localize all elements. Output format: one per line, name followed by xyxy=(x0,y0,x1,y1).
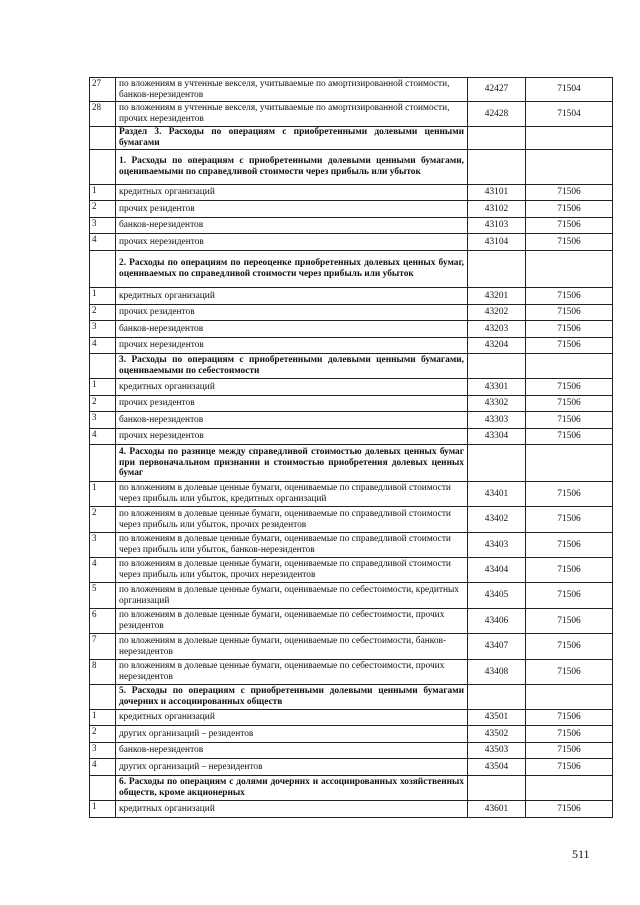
item-name: прочих резидентов xyxy=(116,201,468,218)
row-number: 6 xyxy=(90,609,116,634)
table-row xyxy=(90,558,613,583)
table-row xyxy=(90,634,613,660)
account-code: 43503 xyxy=(468,743,526,759)
row-number xyxy=(90,445,116,482)
table-row xyxy=(90,234,613,251)
symbol-code: 71506 xyxy=(526,482,613,507)
row-number: 2 xyxy=(90,201,116,218)
symbol-code xyxy=(526,776,613,801)
table-row xyxy=(90,321,613,338)
account-code: 43302 xyxy=(468,396,526,412)
accounts-table-body xyxy=(90,78,613,818)
symbol-code xyxy=(526,445,613,482)
item-name: кредитных организаций xyxy=(116,379,468,396)
account-code: 43408 xyxy=(468,660,526,685)
account-code: 43101 xyxy=(468,185,526,201)
row-number: 5 xyxy=(90,583,116,609)
item-name: прочих резидентов xyxy=(116,305,468,321)
row-number: 4 xyxy=(90,759,116,776)
table-row xyxy=(90,533,613,558)
item-name: других организаций – резидентов xyxy=(116,726,468,743)
row-number: 3 xyxy=(90,412,116,429)
section-header-row xyxy=(90,776,613,801)
row-number: 27 xyxy=(90,78,116,102)
row-number: 4 xyxy=(90,429,116,445)
item-name: по вложениям в долевые ценные бумаги, оцениваемые по справедливой стоимости через прибыль или убыток, прочих резидентов xyxy=(116,507,468,533)
table-row xyxy=(90,726,613,743)
row-number xyxy=(90,685,116,710)
item-name: по вложениям в учтенные векселя, учитываемые по амортизированной стоимости, прочих нерезидентов xyxy=(116,102,468,127)
row-number: 1 xyxy=(90,710,116,726)
account-code: 43304 xyxy=(468,429,526,445)
row-number: 4 xyxy=(90,558,116,583)
row-number: 1 xyxy=(90,482,116,507)
item-name: по вложениям в долевые ценные бумаги, оцениваемые по себестоимости, кредитных организаций xyxy=(116,583,468,609)
table-row xyxy=(90,743,613,759)
symbol-code: 71506 xyxy=(526,634,613,660)
page-number: 511 xyxy=(572,847,590,861)
section-header-row xyxy=(90,685,613,710)
table-row xyxy=(90,396,613,412)
symbol-code: 71506 xyxy=(526,660,613,685)
table-row xyxy=(90,412,613,429)
account-code xyxy=(468,445,526,482)
row-number: 7 xyxy=(90,634,116,660)
item-name: 3. Расходы по операциям с приобретенными долевыми ценными бумагами, оцениваемыми по себестоимости xyxy=(116,354,468,379)
table-row xyxy=(90,201,613,218)
account-code: 43204 xyxy=(468,338,526,354)
symbol-code: 71506 xyxy=(526,429,613,445)
symbol-code xyxy=(526,150,613,185)
table-row xyxy=(90,759,613,776)
symbol-code: 71506 xyxy=(526,533,613,558)
row-number: 1 xyxy=(90,801,116,818)
symbol-code: 71506 xyxy=(526,609,613,634)
symbol-code: 71506 xyxy=(526,759,613,776)
symbol-code: 71506 xyxy=(526,321,613,338)
item-name: прочих нерезидентов xyxy=(116,234,468,251)
section-header-row xyxy=(90,251,613,288)
table-row xyxy=(90,288,613,305)
symbol-code: 71504 xyxy=(526,78,613,102)
item-name: по вложениям в долевые ценные бумаги, оцениваемые по себестоимости, прочих резидентов xyxy=(116,609,468,634)
item-name: 6. Расходы по операциям с долями дочерних и ассоциированных хозяйственных обществ, кроме акционерных xyxy=(116,776,468,801)
row-number: 8 xyxy=(90,660,116,685)
row-number: 2 xyxy=(90,507,116,533)
row-number: 2 xyxy=(90,396,116,412)
table-row xyxy=(90,609,613,634)
symbol-code xyxy=(526,354,613,379)
account-code: 43501 xyxy=(468,710,526,726)
symbol-code: 71506 xyxy=(526,201,613,218)
account-code xyxy=(468,150,526,185)
row-number: 3 xyxy=(90,218,116,234)
account-code: 43407 xyxy=(468,634,526,660)
row-number xyxy=(90,150,116,185)
row-number xyxy=(90,127,116,150)
item-name: кредитных организаций xyxy=(116,801,468,818)
item-name: кредитных организаций xyxy=(116,185,468,201)
table-row xyxy=(90,801,613,818)
item-name: кредитных организаций xyxy=(116,710,468,726)
item-name: 2. Расходы по операциям по переоценке приобретенных долевых ценных бумаг, оцениваемых по справедливой стоимости через прибыль или убыток xyxy=(116,251,468,288)
section-header-row xyxy=(90,354,613,379)
item-name: банков-нерезидентов xyxy=(116,321,468,338)
account-code: 43103 xyxy=(468,218,526,234)
row-number: 2 xyxy=(90,726,116,743)
symbol-code: 71506 xyxy=(526,305,613,321)
section-header-row xyxy=(90,445,613,482)
table-row xyxy=(90,185,613,201)
table-row xyxy=(90,305,613,321)
account-code xyxy=(468,776,526,801)
item-name: по вложениям в долевые ценные бумаги, оцениваемые по себестоимости, банков-нерезидентов xyxy=(116,634,468,660)
row-number xyxy=(90,776,116,801)
account-code xyxy=(468,127,526,150)
section-header-row xyxy=(90,127,613,150)
item-name: по вложениям в долевые ценные бумаги, оцениваемые по справедливой стоимости через прибыль или убыток, банков-нерезидентов xyxy=(116,533,468,558)
account-code: 43402 xyxy=(468,507,526,533)
symbol-code xyxy=(526,251,613,288)
accounts-table xyxy=(89,77,613,818)
table-row xyxy=(90,379,613,396)
account-code: 43303 xyxy=(468,412,526,429)
table-row xyxy=(90,660,613,685)
item-name: по вложениям в долевые ценные бумаги, оцениваемые по справедливой стоимости через прибыль или убыток, кредитных организаций xyxy=(116,482,468,507)
item-name: 4. Расходы по разнице между справедливой стоимостью долевых ценных бумаг при первоначальном признании и стоимостью приобретения долевых ценных бумаг xyxy=(116,445,468,482)
account-code xyxy=(468,354,526,379)
table-row xyxy=(90,338,613,354)
symbol-code: 71506 xyxy=(526,185,613,201)
item-name: прочих резидентов xyxy=(116,396,468,412)
item-name: по вложениям в учтенные векселя, учитываемые по амортизированной стоимости, банков-нерезидентов xyxy=(116,78,468,102)
account-code: 43406 xyxy=(468,609,526,634)
account-code: 43502 xyxy=(468,726,526,743)
symbol-code: 71506 xyxy=(526,396,613,412)
symbol-code: 71506 xyxy=(526,726,613,743)
table-row xyxy=(90,710,613,726)
table-row xyxy=(90,583,613,609)
row-number: 3 xyxy=(90,533,116,558)
symbol-code: 71506 xyxy=(526,710,613,726)
symbol-code xyxy=(526,685,613,710)
symbol-code: 71506 xyxy=(526,379,613,396)
row-number xyxy=(90,251,116,288)
account-code: 43405 xyxy=(468,583,526,609)
row-number: 2 xyxy=(90,305,116,321)
account-code: 43202 xyxy=(468,305,526,321)
account-code: 42427 xyxy=(468,78,526,102)
item-name: Раздел 3. Расходы по операциям с приобретенными долевыми ценными бумагами xyxy=(116,127,468,150)
section-header-row xyxy=(90,150,613,185)
item-name: по вложениям в долевые ценные бумаги, оцениваемые по себестоимости, прочих нерезидентов xyxy=(116,660,468,685)
item-name: банков-нерезидентов xyxy=(116,218,468,234)
account-code: 42428 xyxy=(468,102,526,127)
table-row xyxy=(90,482,613,507)
account-code: 43102 xyxy=(468,201,526,218)
row-number: 1 xyxy=(90,379,116,396)
item-name: прочих нерезидентов xyxy=(116,338,468,354)
account-code: 43403 xyxy=(468,533,526,558)
symbol-code: 71506 xyxy=(526,583,613,609)
row-number: 4 xyxy=(90,338,116,354)
symbol-code: 71506 xyxy=(526,743,613,759)
symbol-code: 71506 xyxy=(526,338,613,354)
item-name: 5. Расходы по операциям с приобретенными долевыми ценными бумагами дочерних и ассоциированных обществ xyxy=(116,685,468,710)
account-code xyxy=(468,251,526,288)
symbol-code: 71506 xyxy=(526,288,613,305)
symbol-code: 71506 xyxy=(526,801,613,818)
row-number: 28 xyxy=(90,102,116,127)
table-row xyxy=(90,429,613,445)
item-name: 1. Расходы по операциям с приобретенными долевыми ценными бумагами, оцениваемыми по справедливой стоимости через прибыль или убыток xyxy=(116,150,468,185)
symbol-code: 71506 xyxy=(526,412,613,429)
table-row xyxy=(90,78,613,102)
item-name: банков-нерезидентов xyxy=(116,412,468,429)
table-row xyxy=(90,218,613,234)
row-number: 3 xyxy=(90,743,116,759)
symbol-code xyxy=(526,127,613,150)
item-name: прочих нерезидентов xyxy=(116,429,468,445)
item-name: других организаций – нерезидентов xyxy=(116,759,468,776)
symbol-code: 71504 xyxy=(526,102,613,127)
account-code: 43504 xyxy=(468,759,526,776)
symbol-code: 71506 xyxy=(526,218,613,234)
row-number: 4 xyxy=(90,234,116,251)
row-number: 1 xyxy=(90,185,116,201)
account-code: 43601 xyxy=(468,801,526,818)
table-row xyxy=(90,102,613,127)
account-code: 43201 xyxy=(468,288,526,305)
item-name: банков-нерезидентов xyxy=(116,743,468,759)
account-code: 43404 xyxy=(468,558,526,583)
row-number xyxy=(90,354,116,379)
account-code: 43301 xyxy=(468,379,526,396)
symbol-code: 71506 xyxy=(526,234,613,251)
row-number: 1 xyxy=(90,288,116,305)
item-name: кредитных организаций xyxy=(116,288,468,305)
symbol-code: 71506 xyxy=(526,507,613,533)
account-code: 43104 xyxy=(468,234,526,251)
item-name: по вложениям в долевые ценные бумаги, оцениваемые по справедливой стоимости через прибыль или убыток, прочих нерезидентов xyxy=(116,558,468,583)
row-number: 3 xyxy=(90,321,116,338)
account-code: 43401 xyxy=(468,482,526,507)
account-code xyxy=(468,685,526,710)
table-row xyxy=(90,507,613,533)
account-code: 43203 xyxy=(468,321,526,338)
symbol-code: 71506 xyxy=(526,558,613,583)
